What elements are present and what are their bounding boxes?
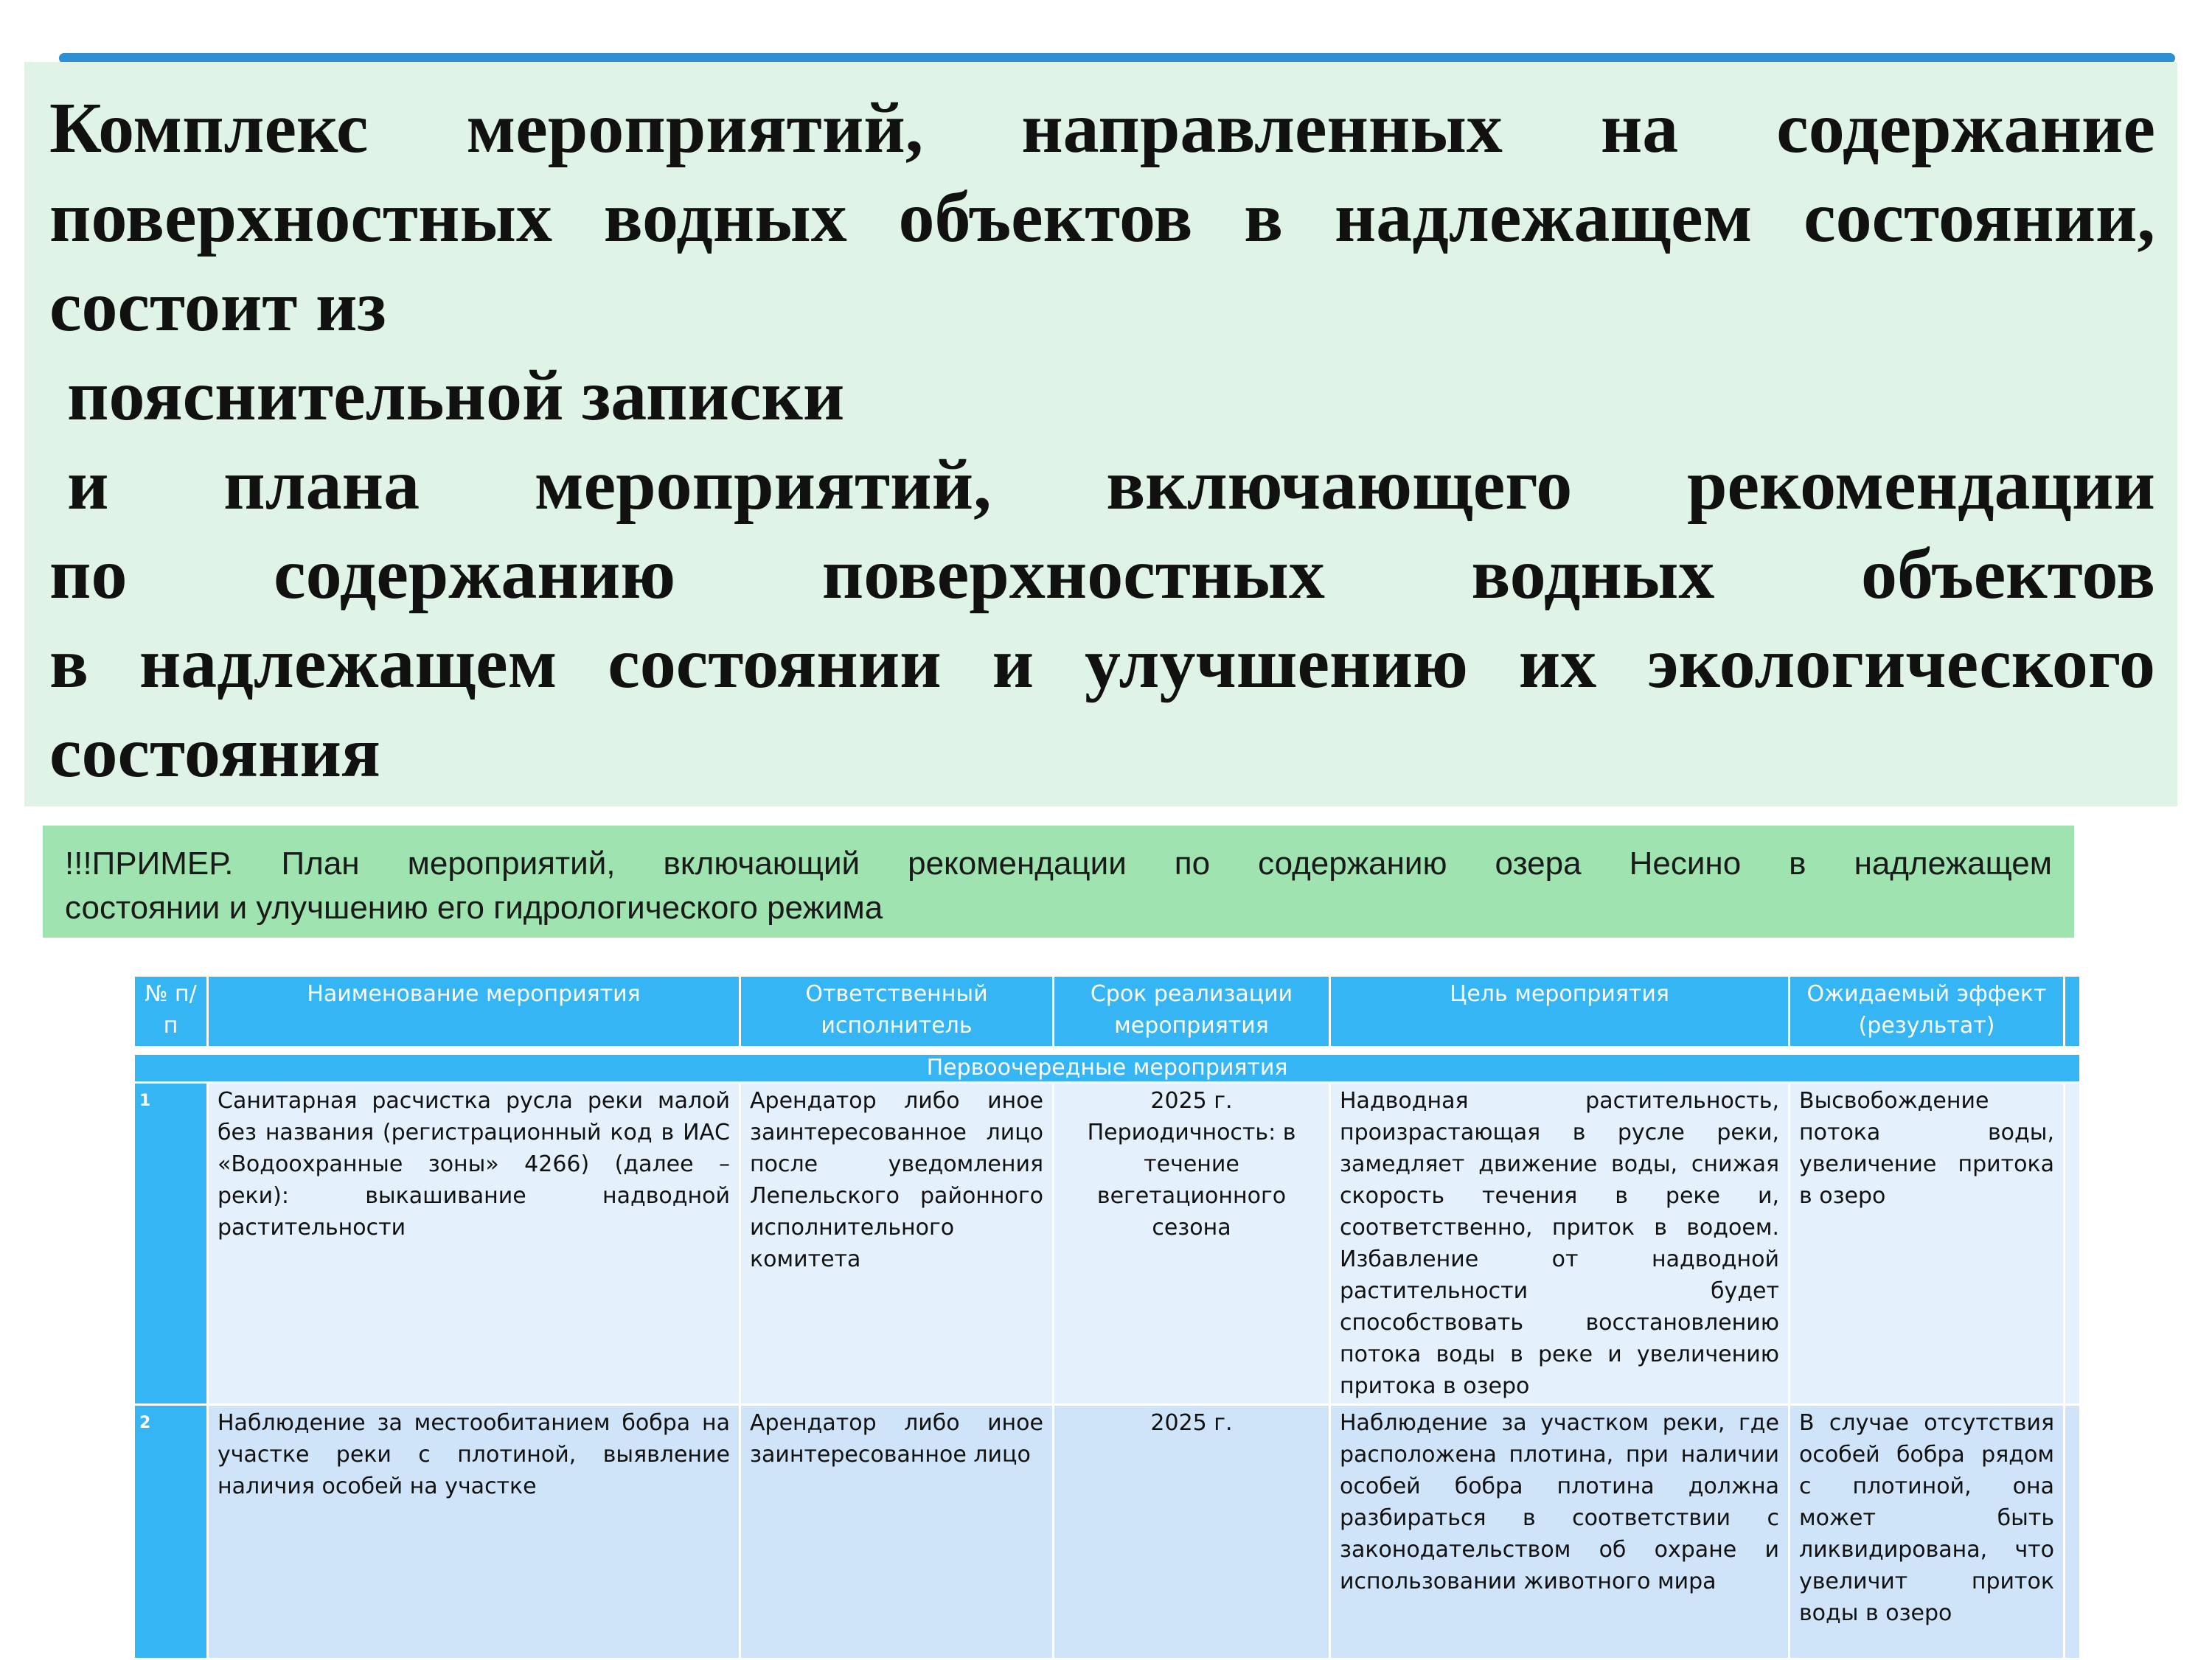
cell-executor: Арендатор либо иное заинтересованное лицо после уведомления Лепельского районного исполнительного комитета	[740, 1083, 1054, 1405]
example-line: !!!ПРИМЕР. План мероприятий, включающий рекомендации по содержанию озера Несино в надлежащем	[65, 845, 2052, 882]
cell-edge	[2065, 1405, 2081, 1659]
cell-goal: Наблюдение за участком реки, где расположена плотина, при наличии особей бобра плотина должна разбираться в соответствии с законодательством об охране и использовании животного мира	[1330, 1405, 1790, 1659]
title-line: состояния	[49, 713, 380, 792]
header-cell-effect: Ожидаемый эффект (результат)	[1790, 976, 2065, 1047]
header-cell-edge	[2065, 976, 2081, 1047]
cell-effect: Высвобождение потока воды, увеличение притока в озеро	[1790, 1083, 2065, 1405]
header-cell-executor: Ответственный исполнитель	[740, 976, 1054, 1047]
header-cell-term: Срок реализации мероприятия	[1054, 976, 1330, 1047]
row-number: 2	[134, 1405, 208, 1659]
title-line: по содержанию поверхностных водных объектов	[49, 534, 2155, 614]
cell-effect: В случае отсутствия особей бобра рядом с плотиной, она может быть ликвидирована, что увеличит приток воды в озеро	[1790, 1405, 2065, 1659]
cell-goal: Надводная растительность, произрастающая в русле реки, замедляет движение воды, снижая скорость течения в реке и, соответственно, приток в водоем. Избавление от надводной растительности будет способствовать восстановлению потока воды в реке и увеличению притока в озеро	[1330, 1083, 1790, 1405]
example-caption	[43, 826, 2074, 938]
row-number: 1	[134, 1083, 208, 1405]
title-line: в надлежащем состоянии и улучшению их экологического	[49, 624, 2155, 703]
plan-table	[133, 974, 2081, 1660]
header-cell-goal: Цель мероприятия	[1330, 976, 1790, 1047]
title-line: поверхностных водных объектов в надлежащем состоянии,	[49, 178, 2155, 257]
table-row	[134, 1405, 2081, 1659]
cell-edge	[2065, 1083, 2081, 1405]
table-row	[134, 1083, 2081, 1405]
title-line: пояснительной записки	[67, 356, 845, 436]
cell-name: Санитарная расчистка русла реки малой без названия (регистрационный код в ИАС «Водоохранные зоны» 4266) (далее – реки): выкашивание надводной растительности	[208, 1083, 740, 1405]
cell-executor: Арендатор либо иное заинтересованное лицо	[740, 1405, 1054, 1659]
title-box	[24, 62, 2177, 806]
header-cell-name: Наименование мероприятия	[208, 976, 740, 1047]
title-line: состоит из	[49, 267, 386, 346]
plan-table-wrapper	[133, 974, 2079, 1626]
example-line: состоянии и улучшению его гидрологического режима	[65, 890, 883, 926]
section-row	[134, 1054, 2081, 1083]
cell-name: Наблюдение за местообитанием бобра на участке реки с плотиной, выявление наличия особей на участке	[208, 1405, 740, 1659]
cell-term: 2025 г.	[1054, 1405, 1330, 1659]
title-line: Комплекс мероприятий, направленных на содержание	[49, 88, 2155, 168]
table-header-row	[134, 976, 2081, 1047]
title-text	[49, 84, 2155, 798]
cell-term: 2025 г. Периодичность: в течение вегетационного сезона	[1054, 1083, 1330, 1405]
section-label: Первоочередные мероприятия	[134, 1054, 2081, 1083]
header-cell-num: № п/п	[134, 976, 208, 1047]
title-line: и плана мероприятий, включающего рекомендации	[67, 445, 2155, 525]
